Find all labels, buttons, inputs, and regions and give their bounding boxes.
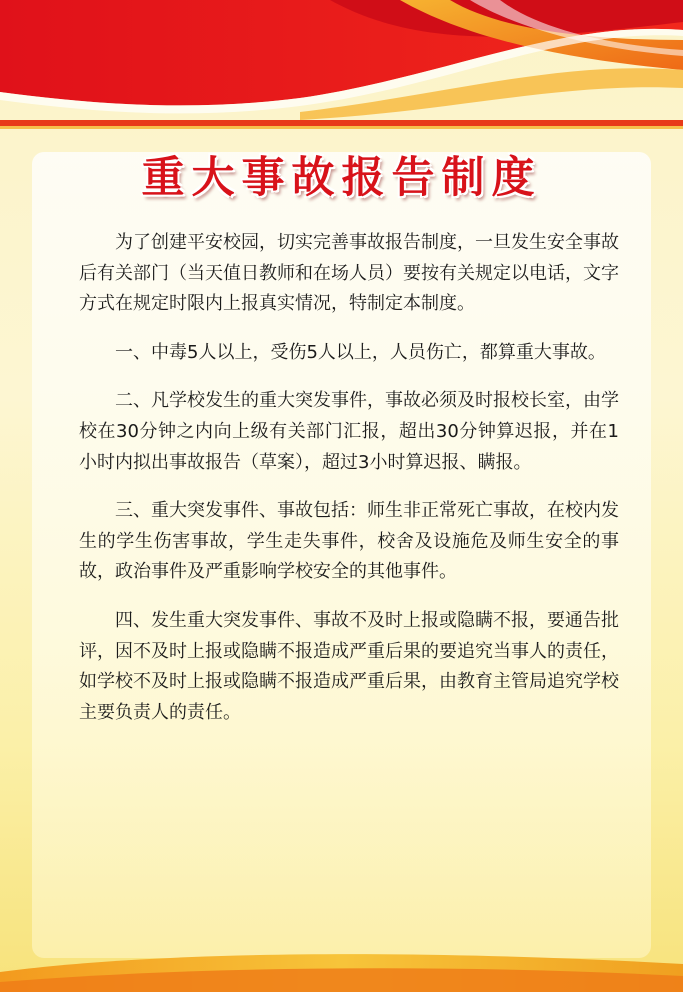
document-body — [79, 228, 619, 746]
page-title: 重大事故报告制度 — [141, 153, 542, 203]
paragraph-rule-1: 一、中毒5人以上，受伤5人以上，人员伤亡，都算重大事故。 — [115, 341, 606, 363]
paragraph-rule-2: 二、凡学校发生的重大突发事件，事故必须及时报校长室，由学校在30分钟之内向上级有关部门汇报，超出30分钟算迟报，并在1小时内拟出事故报告（草案），超过3小时算迟报、瞒报。 — [79, 390, 619, 473]
footer-decoration — [0, 942, 683, 992]
paragraph-rule-4: 四、发生重大突发事件、事故不及时上报或隐瞒不报，要通告批评，因不及时上报或隐瞒不报造成严重后果的要追究当事人的责任，如学校不及时上报或隐瞒不报造成严重后果，由教育主管局追究学校主要负责人的责任。 — [79, 609, 619, 723]
paragraph-intro: 为了创建平安校园，切实完善事故报告制度，一旦发生安全事故后有关部门（当天值日教师和在场人员）要按有关规定以电话，文字方式在规定时限内上报真实情况，特制定本制度。 — [79, 232, 619, 315]
paragraph-rule-3: 三、重大突发事件、事故包括：师生非正常死亡事故，在校内发生的学生伤害事故，学生走失事件，校舍及设施危及师生安全的事故，政治事件及严重影响学校安全的其他事件。 — [79, 500, 619, 583]
header-decoration — [0, 0, 683, 140]
